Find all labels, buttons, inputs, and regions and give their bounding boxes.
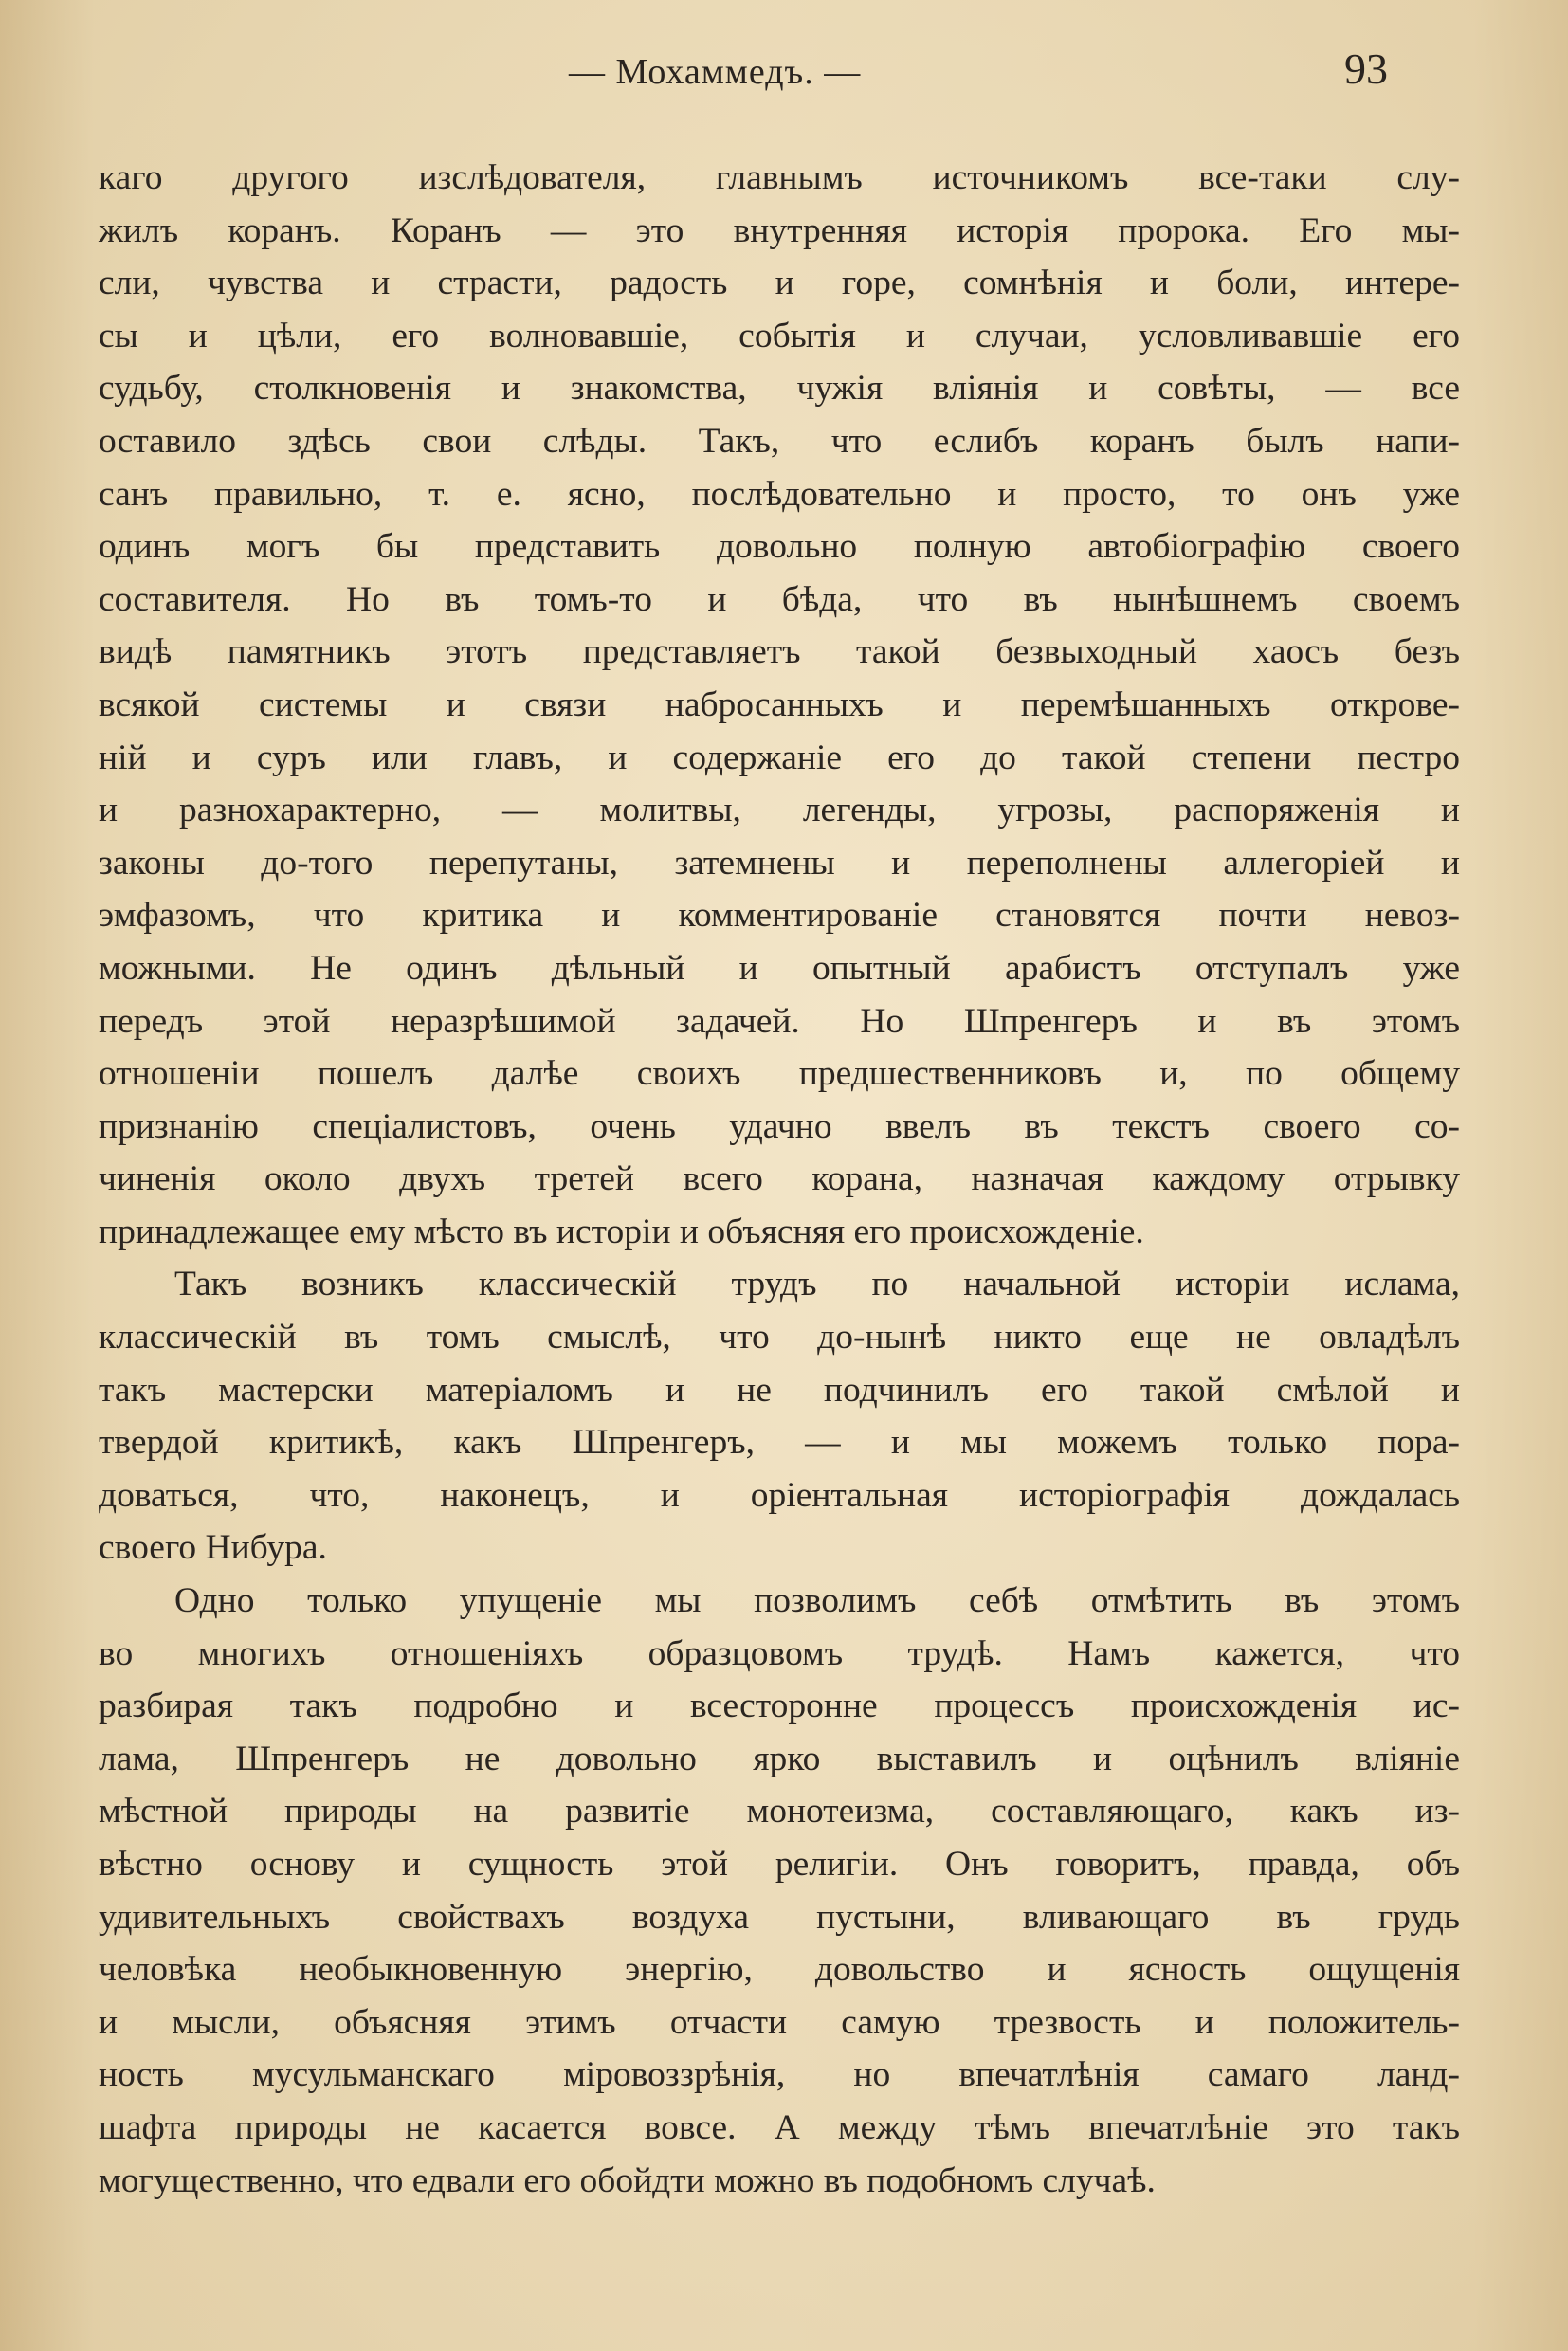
- text-line: видѣ памятникъ этотъ представляетъ такой безвыходный хаосъ безъ: [99, 632, 1460, 672]
- text-line: могущественно, что едвали его обойдти можно въ подобномъ случаѣ.: [99, 2160, 1156, 2200]
- text-line: признанію спеціалистовъ, очень удачно ввелъ въ текстъ своего со-: [99, 1106, 1460, 1146]
- text-line: судьбу, столкновенія и знакомства, чужія вліянія и совѣты, — все: [99, 369, 1460, 409]
- text-line: такъ мастерски матеріаломъ и не подчинилъ его такой смѣлой и: [99, 1370, 1460, 1410]
- text-line: законы до-того перепутаны, затемнены и переполнены аллегоріей и: [99, 843, 1460, 883]
- text-line: разбирая такъ подробно и всесторонне процессъ происхожденія ис-: [99, 1686, 1460, 1726]
- text-line: доваться, что, наконецъ, и оріентальная исторіографія дождалась: [99, 1475, 1460, 1515]
- text-line: составителя. Но въ томъ-то и бѣда, что въ нынѣшнемъ своемъ: [99, 579, 1460, 619]
- text-line: можными. Не одинъ дѣльный и опытный арабистъ отступалъ уже: [99, 948, 1460, 988]
- page-number: 93: [1344, 45, 1388, 93]
- text-line: сы и цѣли, его волновавшіе, событія и случаи, условливавшіе его: [99, 316, 1460, 355]
- text-line: твердой критикѣ, какъ Шпренгеръ, — и мы можемъ только пора-: [99, 1423, 1460, 1463]
- text-line: и мысли, объясняя этимъ отчасти самую трезвость и положитель-: [99, 2002, 1460, 2042]
- text-line: вѣстно основу и сущность этой религіи. Онъ говоритъ, правда, объ: [99, 1845, 1460, 1884]
- text-line: принадлежащее ему мѣсто въ исторіи и объясняя его происхожденіе.: [99, 1212, 1144, 1251]
- text-line: лама, Шпренгеръ не довольно ярко выставилъ и оцѣнилъ вліяніе: [99, 1739, 1460, 1778]
- text-line: шафта природы не касается вовсе. А между тѣмъ впечатлѣніе это такъ: [99, 2107, 1460, 2147]
- text-line: ность мусульманскаго міровоззрѣнія, но впечатлѣнія самаго ланд-: [99, 2055, 1460, 2095]
- text-line: мѣстной природы на развитіе монотеизма, составляющаго, какъ из-: [99, 1792, 1460, 1832]
- text-line: Такъ возникъ классическій трудъ по начальной исторіи ислама,: [174, 1265, 1460, 1304]
- text-line: Одно только упущеніе мы позволимъ себѣ отмѣтить въ этомъ: [174, 1581, 1460, 1621]
- text-line: всякой системы и связи набросанныхъ и перемѣшанныхъ открове-: [99, 684, 1460, 724]
- running-title: — Мохаммедъ. —: [569, 52, 862, 92]
- text-line: санъ правильно, т. е. ясно, послѣдовательно и просто, то онъ уже: [99, 474, 1460, 514]
- text-line: эмфазомъ, что критика и комментированіе становятся почти невоз-: [99, 896, 1460, 936]
- text-line: во многихъ отношеніяхъ образцовомъ трудѣ. Намъ кажется, что: [99, 1633, 1460, 1673]
- text-line: каго другого изслѣдователя, главнымъ источникомъ все-таки слу-: [99, 158, 1460, 197]
- text-line: своего Нибура.: [99, 1528, 327, 1568]
- text-line: оставило здѣсь свои слѣды. Такъ, что еслибъ коранъ былъ напи-: [99, 421, 1460, 461]
- text-line: человѣка необыкновенную энергію, довольство и ясность ощущенія: [99, 1950, 1460, 1990]
- text-line: жилъ коранъ. Коранъ — это внутренняя исторія пророка. Его мы-: [99, 210, 1460, 250]
- text-line: одинъ могъ бы представить довольно полную автобіографію своего: [99, 527, 1460, 567]
- text-line: чиненія около двухъ третей всего корана, назначая каждому отрывку: [99, 1159, 1460, 1199]
- page-header: [0, 44, 1568, 100]
- text-line: передъ этой неразрѣшимой задачей. Но Шпренгеръ и въ этомъ: [99, 1001, 1460, 1041]
- text-line: ній и суръ или главъ, и содержаніе его до такой степени пестро: [99, 738, 1460, 777]
- text-line: и разнохарактерно, — молитвы, легенды, угрозы, распоряженія и: [99, 791, 1460, 830]
- text-line: классическій въ томъ смыслѣ, что до-нынѣ никто еще не овладѣлъ: [99, 1318, 1460, 1358]
- text-line: отношеніи пошелъ далѣе своихъ предшественниковъ и, по общему: [99, 1054, 1460, 1094]
- text-line: удивительныхъ свойствахъ воздуха пустыни, вливающаго въ грудь: [99, 1897, 1460, 1937]
- text-line: сли, чувства и страсти, радость и горе, сомнѣнія и боли, интере-: [99, 264, 1460, 303]
- body-text: [99, 152, 1460, 2207]
